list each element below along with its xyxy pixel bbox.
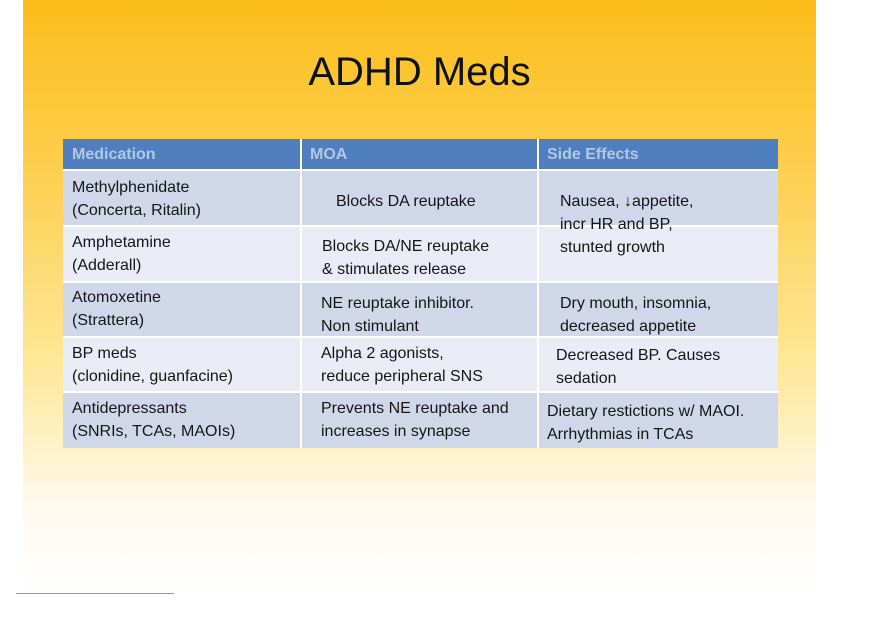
medication-name: Antidepressants	[72, 400, 187, 417]
medication-brands: (clonidine, guanfacine)	[72, 368, 233, 385]
moa-cell	[321, 292, 474, 338]
header-moa: MOA	[310, 146, 348, 163]
table-header-row	[63, 139, 778, 170]
medication-cell	[72, 342, 233, 388]
slide-title: ADHD Meds	[308, 50, 531, 94]
moa-text: Blocks DA reuptake	[336, 193, 476, 210]
moa-text: reduce peripheral SNS	[321, 368, 483, 385]
row-divider	[63, 281, 778, 283]
footer-line	[16, 593, 174, 594]
medication-brands: (SNRIs, TCAs, MAOIs)	[72, 423, 236, 440]
side-effects-text: stunted growth	[560, 239, 665, 256]
side-effects-cell	[547, 400, 744, 446]
side-effects-text: Nausea, ↓appetite,	[560, 193, 694, 210]
medication-name: BP meds	[72, 345, 137, 362]
side-effects-text: Dry mouth, insomnia,	[560, 295, 712, 312]
medication-name: Amphetamine	[72, 234, 171, 251]
medication-brands: (Adderall)	[72, 257, 142, 274]
row-divider	[63, 169, 778, 171]
moa-text: increases in synapse	[321, 423, 471, 440]
side-effects-text: Decreased BP. Causes	[556, 347, 721, 364]
moa-text: Blocks DA/NE reuptake	[322, 238, 490, 255]
medication-table	[63, 139, 778, 448]
header-side-effects: Side Effects	[547, 146, 639, 163]
side-effects-text: Dietary restictions w/ MAOI.	[547, 403, 745, 420]
column-divider	[537, 139, 539, 448]
side-effects-text: decreased appetite	[560, 318, 697, 335]
row-divider	[63, 391, 778, 393]
moa-text: NE reuptake inhibitor.	[321, 295, 474, 312]
side-effects-text: sedation	[556, 370, 617, 387]
header-medication: Medication	[72, 146, 156, 163]
medication-cell	[72, 397, 235, 443]
column-divider	[300, 139, 302, 448]
stimulant-side-effects-cell	[560, 190, 693, 259]
moa-text: Non stimulant	[321, 318, 419, 335]
medication-cell	[72, 176, 201, 222]
moa-cell	[321, 397, 509, 443]
side-effects-cell	[560, 292, 711, 338]
medication-brands: (Strattera)	[72, 312, 145, 329]
side-effects-cell	[556, 344, 720, 390]
moa-text: Alpha 2 agonists,	[321, 345, 444, 362]
medication-cell	[72, 231, 171, 277]
medication-brands: (Concerta, Ritalin)	[72, 202, 201, 219]
medication-name: Atomoxetine	[72, 289, 161, 306]
side-effects-text: incr HR and BP,	[560, 216, 673, 233]
side-effects-text: Arrhythmias in TCAs	[547, 426, 694, 443]
moa-text: Prevents NE reuptake and	[321, 400, 509, 417]
moa-text: & stimulates release	[322, 261, 467, 278]
moa-cell	[322, 235, 489, 281]
moa-cell	[321, 342, 483, 388]
medication-cell	[72, 286, 161, 332]
medication-name: Methylphenidate	[72, 179, 190, 196]
moa-cell	[336, 190, 476, 213]
